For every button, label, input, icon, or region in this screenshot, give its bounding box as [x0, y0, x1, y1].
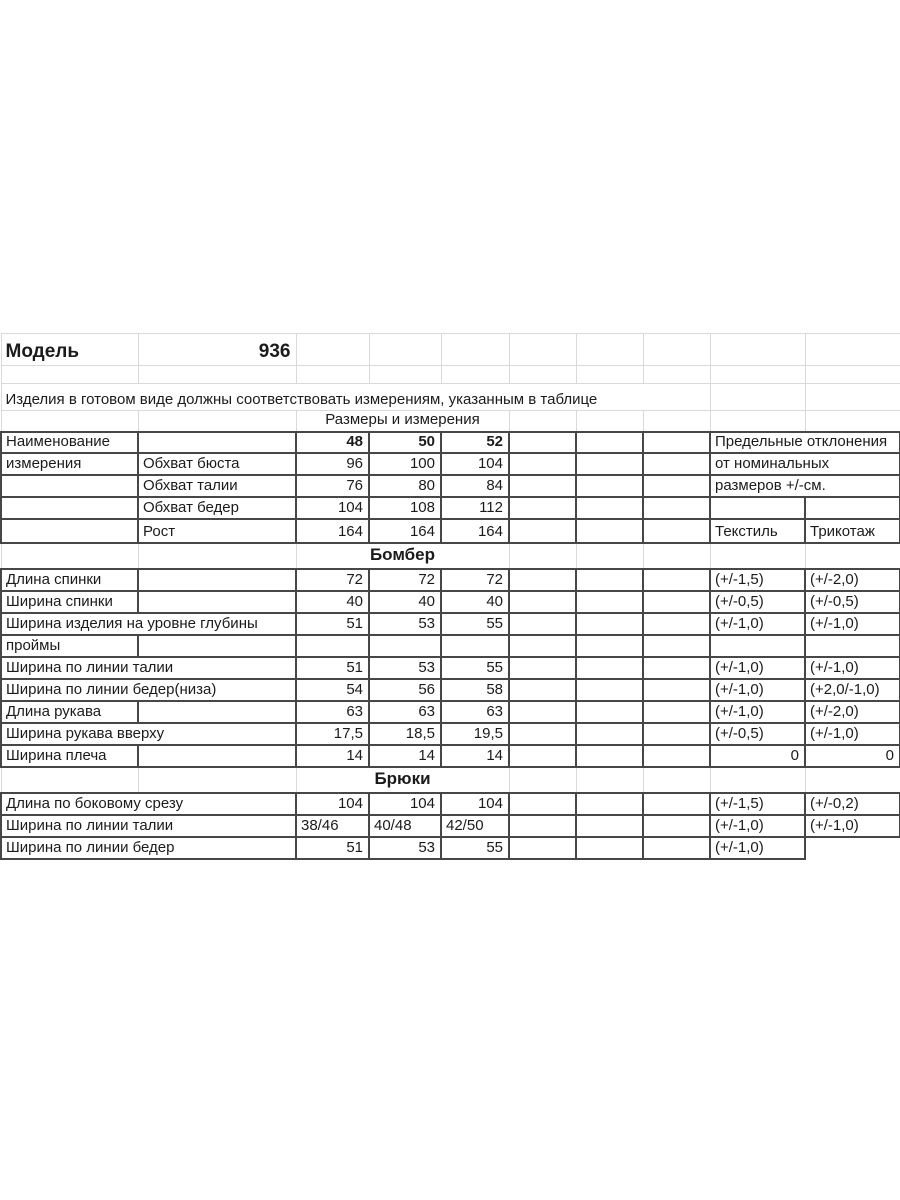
value-cell: 104: [441, 453, 509, 475]
value-cell: 112: [441, 497, 509, 519]
knitwear-tolerance-cell: [805, 837, 900, 859]
empty-cell: [576, 453, 643, 475]
value-cell: 164: [441, 519, 509, 543]
textile-tolerance-cell: (+/-1,0): [710, 613, 805, 635]
empty-cell: [509, 411, 576, 432]
row-label-cell: Обхват талии: [138, 475, 296, 497]
row-label-cell: Ширина изделия на уровне глубины: [1, 613, 296, 635]
textile-tolerance-cell: (+/-1,0): [710, 679, 805, 701]
empty-cell: [509, 453, 576, 475]
value-cell: 63: [369, 701, 441, 723]
value-cell: 18,5: [369, 723, 441, 745]
textile-tolerance-cell: (+/-1,0): [710, 657, 805, 679]
tolerance-note-cell: от номинальных: [710, 453, 900, 475]
row-label-cell: Ширина по линии талии: [1, 657, 296, 679]
empty-cell: [1, 411, 138, 432]
measurement-row: [1, 745, 900, 767]
empty-cell: [509, 837, 576, 859]
empty-cell: [643, 793, 710, 815]
empty-cell: [441, 366, 509, 384]
textile-tolerance-cell: (+/-1,5): [710, 569, 805, 591]
name-header-cell: Наименование: [1, 432, 138, 453]
model-label-cell: Модель: [1, 334, 138, 366]
value-cell: 164: [296, 519, 369, 543]
value-cell: 40/48: [369, 815, 441, 837]
empty-cell: [576, 334, 643, 366]
value-cell: 51: [296, 657, 369, 679]
textile-column-header: Текстиль: [710, 519, 805, 543]
value-cell: 14: [441, 745, 509, 767]
empty-cell: [805, 767, 900, 793]
empty-cell: [805, 543, 900, 569]
empty-cell: [138, 569, 296, 591]
row-label-cell: Рост: [138, 519, 296, 543]
empty-cell: [805, 366, 900, 384]
empty-cell: [805, 334, 900, 366]
measurement-row: [1, 815, 900, 837]
row-label-cell: Обхват бедер: [138, 497, 296, 519]
empty-cell: [1, 767, 138, 793]
value-cell: 104: [296, 793, 369, 815]
empty-cell: [805, 411, 900, 432]
empty-cell: [509, 635, 576, 657]
empty-cell: [441, 334, 509, 366]
textile-tolerance-cell: 0: [710, 745, 805, 767]
knitwear-tolerance-cell: (+/-1,0): [805, 613, 900, 635]
textile-tolerance-cell: (+/-0,5): [710, 723, 805, 745]
row-label-cell: Длина спинки: [1, 569, 138, 591]
empty-cell: [296, 635, 369, 657]
knitwear-tolerance-cell: (+/-1,0): [805, 815, 900, 837]
empty-cell: [138, 432, 296, 453]
empty-cell: [805, 635, 900, 657]
empty-cell: [576, 411, 643, 432]
empty-cell: [643, 657, 710, 679]
measurement-row: [1, 679, 900, 701]
empty-cell: [509, 657, 576, 679]
empty-cell: [643, 432, 710, 453]
empty-cell: [509, 475, 576, 497]
empty-cell: [576, 723, 643, 745]
empty-cell: [576, 613, 643, 635]
model-row: [1, 334, 900, 366]
empty-cell: [138, 767, 296, 793]
knitwear-tolerance-cell: (+/-0,5): [805, 591, 900, 613]
textile-tolerance-cell: (+/-1,0): [710, 815, 805, 837]
empty-cell: [643, 745, 710, 767]
value-cell: 63: [296, 701, 369, 723]
empty-cell: [509, 497, 576, 519]
value-cell: 56: [369, 679, 441, 701]
empty-cell: [509, 334, 576, 366]
base-row: [1, 519, 900, 543]
empty-cell: [509, 366, 576, 384]
empty-cell: [509, 815, 576, 837]
empty-cell: [576, 745, 643, 767]
value-cell: 100: [369, 453, 441, 475]
measurement-row: [1, 635, 900, 657]
empty-cell: [643, 519, 710, 543]
row-label-cell: Ширина по линии бедер: [1, 837, 296, 859]
empty-cell: [138, 543, 296, 569]
value-cell: 72: [296, 569, 369, 591]
empty-cell: [710, 366, 805, 384]
tolerance-note-cell: Предельные отклонения: [710, 432, 900, 453]
empty-cell: [369, 635, 441, 657]
value-cell: 40: [441, 591, 509, 613]
empty-cell: [576, 679, 643, 701]
empty-cell: [643, 723, 710, 745]
empty-cell: [643, 815, 710, 837]
empty-cell: [576, 635, 643, 657]
empty-cell: [509, 569, 576, 591]
knitwear-tolerance-cell: (+/-1,0): [805, 723, 900, 745]
empty-cell: [576, 793, 643, 815]
measurement-row: [1, 701, 900, 723]
empty-cell: [576, 837, 643, 859]
sizes-title-cell: Размеры и измерения: [296, 411, 509, 432]
value-cell: 55: [441, 657, 509, 679]
empty-cell: [1, 497, 138, 519]
empty-cell: [643, 767, 710, 793]
empty-cell: [138, 366, 296, 384]
measurement-row: [1, 591, 900, 613]
empty-cell: [138, 411, 296, 432]
knitwear-tolerance-cell: (+/-1,0): [805, 657, 900, 679]
row-label-cell: Обхват бюста: [138, 453, 296, 475]
empty-cell: [643, 635, 710, 657]
value-cell: 76: [296, 475, 369, 497]
empty-cell: [576, 591, 643, 613]
empty-cell: [576, 519, 643, 543]
empty-cell: [576, 767, 643, 793]
value-cell: 14: [296, 745, 369, 767]
value-cell: 72: [369, 569, 441, 591]
value-cell: 54: [296, 679, 369, 701]
empty-cell: [576, 366, 643, 384]
measurement-row: [1, 837, 900, 859]
empty-cell: [643, 701, 710, 723]
empty-cell: [643, 334, 710, 366]
textile-tolerance-cell: (+/-0,5): [710, 591, 805, 613]
empty-cell: [509, 679, 576, 701]
empty-cell: [296, 366, 369, 384]
row-label-cell: Длина по боковому срезу: [1, 793, 296, 815]
empty-cell: [509, 723, 576, 745]
empty-cell: [643, 475, 710, 497]
empty-cell: [576, 497, 643, 519]
empty-cell: [576, 569, 643, 591]
knitwear-tolerance-cell: (+/-0,2): [805, 793, 900, 815]
knitwear-tolerance-cell: (+/-2,0): [805, 569, 900, 591]
empty-cell: [576, 475, 643, 497]
size-col-48: 48: [296, 432, 369, 453]
value-cell: 55: [441, 613, 509, 635]
empty-cell: [369, 334, 441, 366]
empty-cell: [1, 475, 138, 497]
empty-cell: [643, 569, 710, 591]
empty-cell: [1, 543, 138, 569]
measurement-row: [1, 723, 900, 745]
value-cell: 164: [369, 519, 441, 543]
value-cell: 80: [369, 475, 441, 497]
size-col-50: 50: [369, 432, 441, 453]
row-label-cell: Ширина по линии бедер(низа): [1, 679, 296, 701]
size-col-52: 52: [441, 432, 509, 453]
empty-cell: [509, 767, 576, 793]
knitwear-column-header: Трикотаж: [805, 519, 900, 543]
row-label-cell: Ширина по линии талии: [1, 815, 296, 837]
knitwear-tolerance-cell: (+/-2,0): [805, 701, 900, 723]
measurement-row: [1, 613, 900, 635]
empty-cell: [710, 411, 805, 432]
empty-cell: [576, 657, 643, 679]
empty-cell: [509, 519, 576, 543]
value-cell: 63: [441, 701, 509, 723]
value-cell: 104: [296, 497, 369, 519]
empty-cell: [441, 635, 509, 657]
value-cell: 55: [441, 837, 509, 859]
empty-cell: [576, 543, 643, 569]
spacer-row: [1, 366, 900, 384]
empty-cell: [805, 497, 900, 519]
empty-cell: [509, 793, 576, 815]
value-cell: 17,5: [296, 723, 369, 745]
textile-tolerance-cell: (+/-1,0): [710, 701, 805, 723]
value-cell: 40: [296, 591, 369, 613]
base-row: [1, 497, 900, 519]
value-cell: 51: [296, 837, 369, 859]
empty-cell: [509, 543, 576, 569]
measurement-row: [1, 657, 900, 679]
value-cell: 58: [441, 679, 509, 701]
model-number-cell: 936: [138, 334, 296, 366]
empty-cell: [509, 432, 576, 453]
value-cell: 51: [296, 613, 369, 635]
measurement-row: [1, 793, 900, 815]
row-label-cell: проймы: [1, 635, 138, 657]
empty-cell: [643, 591, 710, 613]
empty-cell: [710, 384, 805, 411]
name-header-cell2: измерения: [1, 453, 138, 475]
empty-cell: [643, 453, 710, 475]
value-cell: 53: [369, 837, 441, 859]
empty-cell: [576, 815, 643, 837]
value-cell: 96: [296, 453, 369, 475]
row-label-cell: Ширина плеча: [1, 745, 138, 767]
row-label-cell: Ширина спинки: [1, 591, 138, 613]
empty-cell: [138, 635, 296, 657]
empty-cell: [643, 613, 710, 635]
empty-cell: [643, 837, 710, 859]
empty-cell: [1, 366, 138, 384]
measurement-row: [1, 569, 900, 591]
base-row: [1, 453, 900, 475]
knitwear-tolerance-cell: 0: [805, 745, 900, 767]
empty-cell: [509, 613, 576, 635]
empty-cell: [643, 679, 710, 701]
value-cell: 53: [369, 613, 441, 635]
empty-cell: [138, 591, 296, 613]
empty-cell: [710, 497, 805, 519]
header-row: [1, 432, 900, 453]
empty-cell: [369, 366, 441, 384]
size-chart-table: [0, 333, 900, 860]
value-cell: 108: [369, 497, 441, 519]
section-header-row: [1, 543, 900, 569]
value-cell: 42/50: [441, 815, 509, 837]
note-cell: Изделия в готовом виде должны соответствовать измерениям, указанным в таблице: [1, 384, 710, 411]
value-cell: 84: [441, 475, 509, 497]
empty-cell: [643, 366, 710, 384]
knitwear-tolerance-cell: (+2,0/-1,0): [805, 679, 900, 701]
empty-cell: [509, 591, 576, 613]
empty-cell: [643, 411, 710, 432]
value-cell: 72: [441, 569, 509, 591]
tolerance-note-cell: размеров +/-см.: [710, 475, 900, 497]
sizes-title-row: [1, 411, 900, 432]
note-row: [1, 384, 900, 411]
value-cell: 19,5: [441, 723, 509, 745]
empty-cell: [643, 497, 710, 519]
empty-cell: [509, 745, 576, 767]
value-cell: 104: [441, 793, 509, 815]
empty-cell: [805, 384, 900, 411]
base-row: [1, 475, 900, 497]
row-label-cell: Длина рукава: [1, 701, 138, 723]
section-title-trousers: Брюки: [296, 767, 509, 793]
empty-cell: [576, 432, 643, 453]
empty-cell: [1, 519, 138, 543]
empty-cell: [138, 745, 296, 767]
empty-cell: [296, 334, 369, 366]
empty-cell: [710, 543, 805, 569]
empty-cell: [710, 334, 805, 366]
empty-cell: [643, 543, 710, 569]
row-label-cell: Ширина рукава вверху: [1, 723, 296, 745]
section-title-bomber: Бомбер: [296, 543, 509, 569]
empty-cell: [138, 701, 296, 723]
empty-cell: [710, 767, 805, 793]
value-cell: 40: [369, 591, 441, 613]
section-header-row: [1, 767, 900, 793]
empty-cell: [509, 701, 576, 723]
empty-cell: [576, 701, 643, 723]
empty-cell: [710, 635, 805, 657]
textile-tolerance-cell: (+/-1,5): [710, 793, 805, 815]
textile-tolerance-cell: (+/-1,0): [710, 837, 805, 859]
value-cell: 38/46: [296, 815, 369, 837]
value-cell: 14: [369, 745, 441, 767]
value-cell: 53: [369, 657, 441, 679]
value-cell: 104: [369, 793, 441, 815]
